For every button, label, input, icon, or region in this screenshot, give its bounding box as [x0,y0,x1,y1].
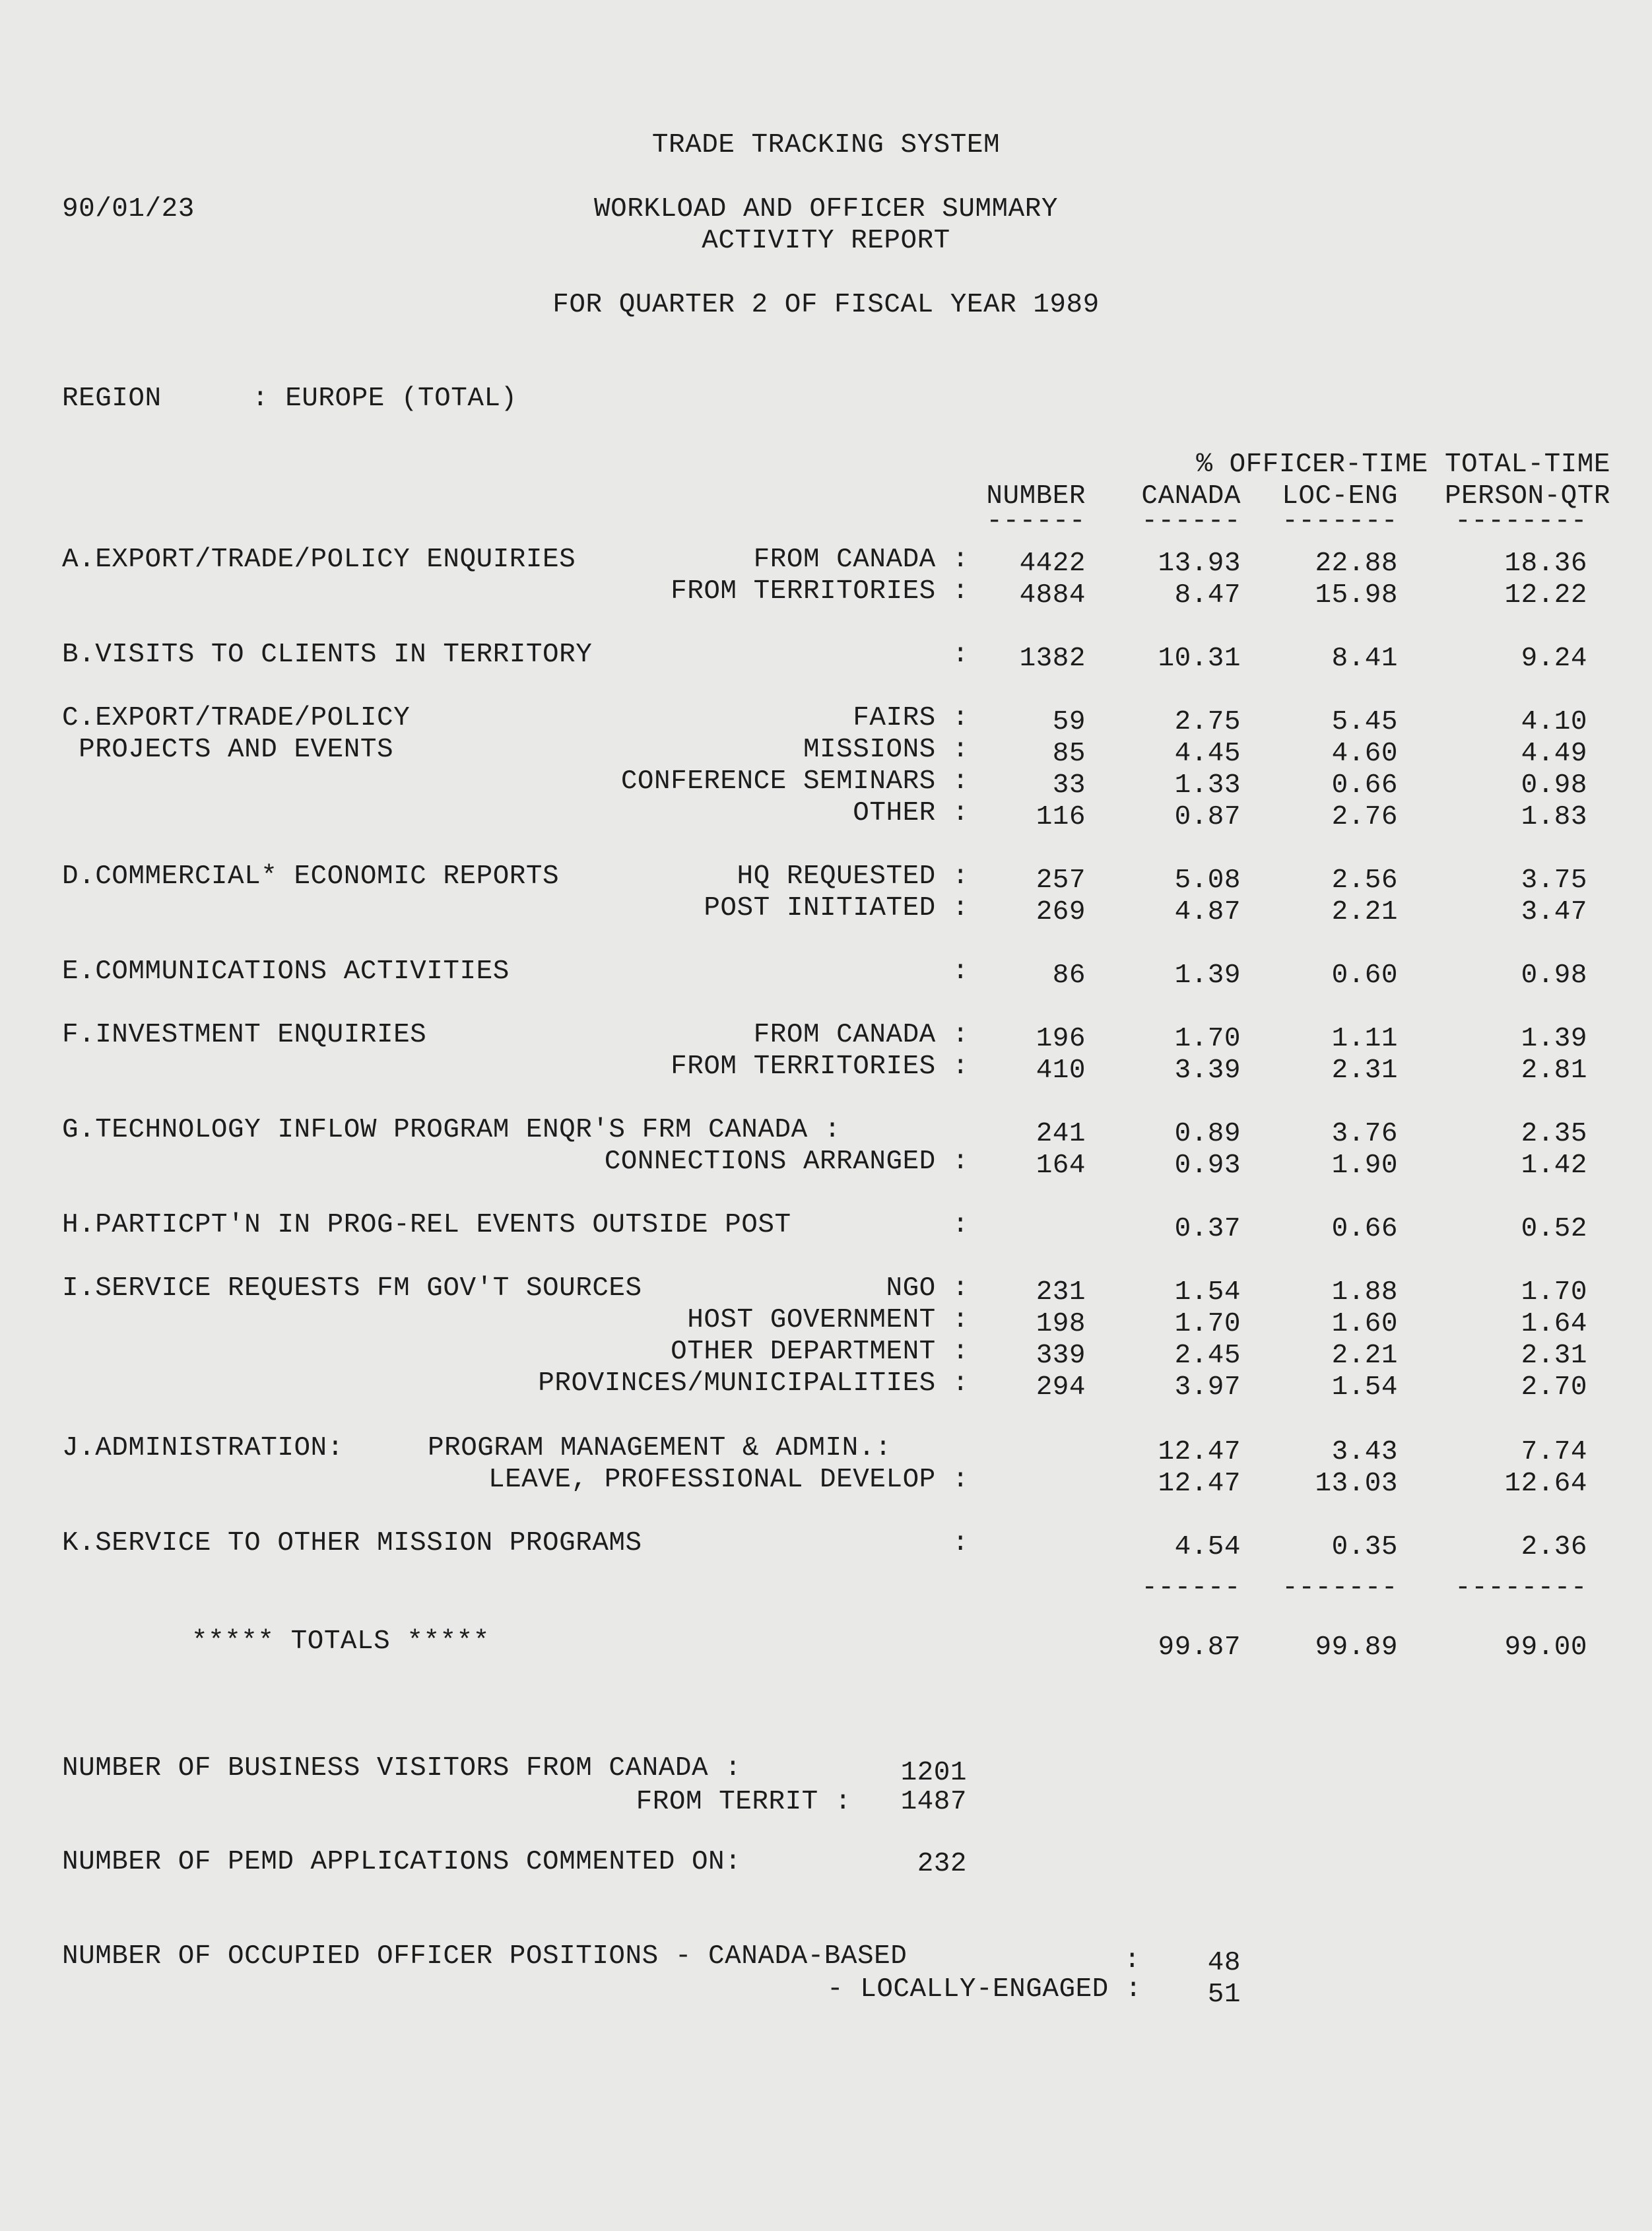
row-person-qtr: 2.36 [1521,1532,1587,1562]
row-person-qtr: 3.47 [1521,897,1587,927]
number-header: NUMBER [986,481,1086,512]
row-sublabel: FROM TERRITORIES : [671,1051,969,1082]
row-sublabel: HQ REQUESTED : [737,861,969,892]
row-person-qtr: 2.70 [1521,1372,1587,1403]
row-canada-pct: 12.47 [1158,1437,1241,1467]
row-canada-pct: 13.93 [1158,549,1241,579]
row-number: 410 [1036,1055,1086,1086]
officer-time-label: % OFFICER-TIME [1196,450,1428,480]
row-number: 59 [1052,707,1086,737]
row-canada-pct: 3.97 [1174,1372,1241,1403]
row-number: 339 [1036,1341,1086,1371]
row-sublabel: FAIRS : [853,703,969,733]
row-canada-pct: 1.33 [1174,770,1241,801]
row-canada-pct: 4.45 [1174,739,1241,769]
row-person-qtr: 18.36 [1504,549,1587,579]
row-loceng-pct: 0.66 [1331,1214,1398,1244]
row-canada-pct: 8.47 [1174,580,1241,611]
row-person-qtr: 4.10 [1521,707,1587,737]
visitors-territ: 1487 [900,1787,967,1817]
row-canada-pct: 1.70 [1174,1309,1241,1339]
number-rule: ------ [986,506,1086,537]
row-sublabel: FROM TERRITORIES : [671,576,969,607]
row-person-qtr: 9.24 [1521,644,1587,674]
row-sublabel: NGO : [886,1273,969,1304]
row-number: 4422 [1019,549,1086,579]
row-person-qtr: 2.31 [1521,1341,1587,1371]
canada-rule: ------ [1141,506,1241,537]
positions-local: 51 [1207,1980,1241,2010]
row-sublabel: POST INITIATED : [704,893,969,923]
row-label: C.EXPORT/TRADE/POLICY [62,703,411,733]
totals-canada: 99.87 [1158,1632,1241,1663]
row-number: 294 [1036,1372,1086,1403]
row-canada-pct: 1.54 [1174,1277,1241,1308]
row-label: PROJECTS AND EVENTS [62,735,394,765]
row-label: K.SERVICE TO OTHER MISSION PROGRAMS [62,1528,642,1558]
row-sublabel: LEAVE, PROFESSIONAL DEVELOP : [488,1465,969,1495]
row-sublabel: FROM CANADA : [753,1020,969,1050]
totals-label: ***** TOTALS ***** [191,1626,490,1657]
loceng-total-rule: ------- [1282,1573,1398,1603]
row-canada-pct: 10.31 [1158,644,1241,674]
row-person-qtr: 12.22 [1504,580,1587,611]
personqtr-header: PERSON-QTR [1444,481,1610,512]
row-person-qtr: 1.39 [1521,1024,1587,1054]
row-canada-pct: 2.45 [1174,1341,1241,1371]
row-label: B.VISITS TO CLIENTS IN TERRITORY [62,640,593,670]
row-loceng-pct: 15.98 [1315,580,1398,611]
row-person-qtr: 0.98 [1521,960,1587,991]
row-person-qtr: 7.74 [1521,1437,1587,1467]
positions-colon: : [1124,1945,1141,1976]
row-number: 269 [1036,897,1086,927]
row-label: I.SERVICE REQUESTS FM GOV'T SOURCES [62,1273,642,1304]
row-loceng-pct: 0.60 [1331,960,1398,991]
positions-label: NUMBER OF OCCUPIED OFFICER POSITIONS - CANADA-BASED [62,1941,908,1972]
row-sublabel: PROGRAM MANAGEMENT & ADMIN.: [428,1433,892,1463]
report-period: FOR QUARTER 2 OF FISCAL YEAR 1989 [552,290,1100,320]
row-sublabel: : [952,640,969,670]
row-sublabel: FROM CANADA : [753,545,969,575]
row-number: 4884 [1019,580,1086,611]
row-loceng-pct: 2.56 [1331,865,1398,896]
row-label: E.COMMUNICATIONS ACTIVITIES [62,956,510,987]
row-loceng-pct: 5.45 [1331,707,1398,737]
row-loceng-pct: 1.11 [1331,1024,1398,1054]
row-sublabel: MISSIONS : [803,735,969,765]
row-label: J.ADMINISTRATION: [62,1433,344,1463]
loceng-rule: ------- [1282,506,1398,537]
visitors-canada: 1201 [900,1758,967,1788]
row-person-qtr: 12.64 [1504,1469,1587,1499]
row-loceng-pct: 1.90 [1331,1150,1398,1181]
row-person-qtr: 2.35 [1521,1119,1587,1149]
region-value: : EUROPE (TOTAL) [252,383,517,414]
row-sublabel: : [952,1528,969,1558]
region-label: REGION [62,383,162,414]
positions-canada: 48 [1207,1948,1241,1978]
row-number: 86 [1052,960,1086,991]
row-canada-pct: 0.93 [1174,1150,1241,1181]
row-loceng-pct: 2.21 [1331,1341,1398,1371]
row-canada-pct: 0.37 [1174,1214,1241,1244]
totals-total: 99.00 [1504,1632,1587,1663]
row-loceng-pct: 1.60 [1331,1309,1398,1339]
row-number: 241 [1036,1119,1086,1149]
row-loceng-pct: 0.35 [1331,1532,1398,1562]
system-title: TRADE TRACKING SYSTEM [651,130,1001,160]
row-sublabel: OTHER : [853,798,969,828]
row-number: 1382 [1019,644,1086,674]
row-canada-pct: 4.87 [1174,897,1241,927]
row-canada-pct: 0.89 [1174,1119,1241,1149]
row-number: 85 [1052,739,1086,769]
loceng-header: LOC-ENG [1282,481,1398,512]
row-loceng-pct: 22.88 [1315,549,1398,579]
row-loceng-pct: 2.76 [1331,802,1398,832]
row-canada-pct: 2.75 [1174,707,1241,737]
visitors-territ-label: FROM TERRIT : [636,1787,851,1817]
row-loceng-pct: 2.31 [1331,1055,1398,1086]
row-person-qtr: 0.98 [1521,770,1587,801]
visitors-label: NUMBER OF BUSINESS VISITORS FROM CANADA : [62,1753,742,1783]
row-sublabel: CONNECTIONS ARRANGED : [604,1147,969,1177]
row-loceng-pct: 8.41 [1331,644,1398,674]
row-person-qtr: 0.52 [1521,1214,1587,1244]
canada-header: CANADA [1141,481,1241,512]
row-loceng-pct: 1.88 [1331,1277,1398,1308]
row-canada-pct: 4.54 [1174,1532,1241,1562]
row-loceng-pct: 13.03 [1315,1469,1398,1499]
row-loceng-pct: 3.43 [1331,1437,1398,1467]
row-loceng-pct: 4.60 [1331,739,1398,769]
row-loceng-pct: 1.54 [1331,1372,1398,1403]
row-sublabel: OTHER DEPARTMENT : [671,1337,969,1367]
row-number: 198 [1036,1309,1086,1339]
total-total-rule: -------- [1455,1573,1587,1603]
pemd-value: 232 [917,1849,967,1879]
row-canada-pct: 1.70 [1174,1024,1241,1054]
row-sublabel: : [952,1210,969,1240]
totals-loceng: 99.89 [1315,1632,1398,1663]
row-number: 116 [1036,802,1086,832]
row-person-qtr: 1.42 [1521,1150,1587,1181]
row-number: 196 [1036,1024,1086,1054]
row-sublabel: CONFERENCE SEMINARS : [620,766,969,797]
row-label: G.TECHNOLOGY INFLOW PROGRAM ENQR'S FRM CANADA : [62,1115,841,1145]
report-subtitle: ACTIVITY REPORT [702,226,950,256]
positions-local-label: - LOCALLY-ENGAGED : [827,1974,1142,2005]
row-canada-pct: 1.39 [1174,960,1241,991]
row-person-qtr: 3.75 [1521,865,1587,896]
pemd-label: NUMBER OF PEMD APPLICATIONS COMMENTED ON: [62,1847,742,1877]
row-number: 164 [1036,1150,1086,1181]
row-number: 231 [1036,1277,1086,1308]
row-person-qtr: 1.83 [1521,802,1587,832]
row-sublabel: PROVINCES/MUNICIPALITIES : [538,1368,969,1399]
row-sublabel: : [952,956,969,987]
row-number: 257 [1036,865,1086,896]
report-title: WORKLOAD AND OFFICER SUMMARY [594,194,1058,224]
report-date: 90/01/23 [62,194,195,224]
row-person-qtr: 2.81 [1521,1055,1587,1086]
officer-time-header [1122,449,1610,481]
row-loceng-pct: 2.21 [1331,897,1398,927]
total-time-label: TOTAL-TIME [1444,450,1610,480]
row-canada-pct: 3.39 [1174,1055,1241,1086]
row-label: H.PARTICPT'N IN PROG-REL EVENTS OUTSIDE POST [62,1210,791,1240]
row-person-qtr: 1.64 [1521,1309,1587,1339]
row-label: A.EXPORT/TRADE/POLICY ENQUIRIES [62,545,576,575]
row-loceng-pct: 3.76 [1331,1119,1398,1149]
canada-total-rule: ------ [1141,1573,1241,1603]
row-canada-pct: 0.87 [1174,802,1241,832]
row-canada-pct: 12.47 [1158,1469,1241,1499]
row-loceng-pct: 0.66 [1331,770,1398,801]
row-canada-pct: 5.08 [1174,865,1241,896]
row-sublabel: HOST GOVERNMENT : [687,1305,969,1335]
row-number: 33 [1052,770,1086,801]
row-label: F.INVESTMENT ENQUIRIES [62,1020,427,1050]
row-label: D.COMMERCIAL* ECONOMIC REPORTS [62,861,560,892]
total-rule: -------- [1455,506,1587,537]
row-person-qtr: 4.49 [1521,739,1587,769]
row-person-qtr: 1.70 [1521,1277,1587,1308]
